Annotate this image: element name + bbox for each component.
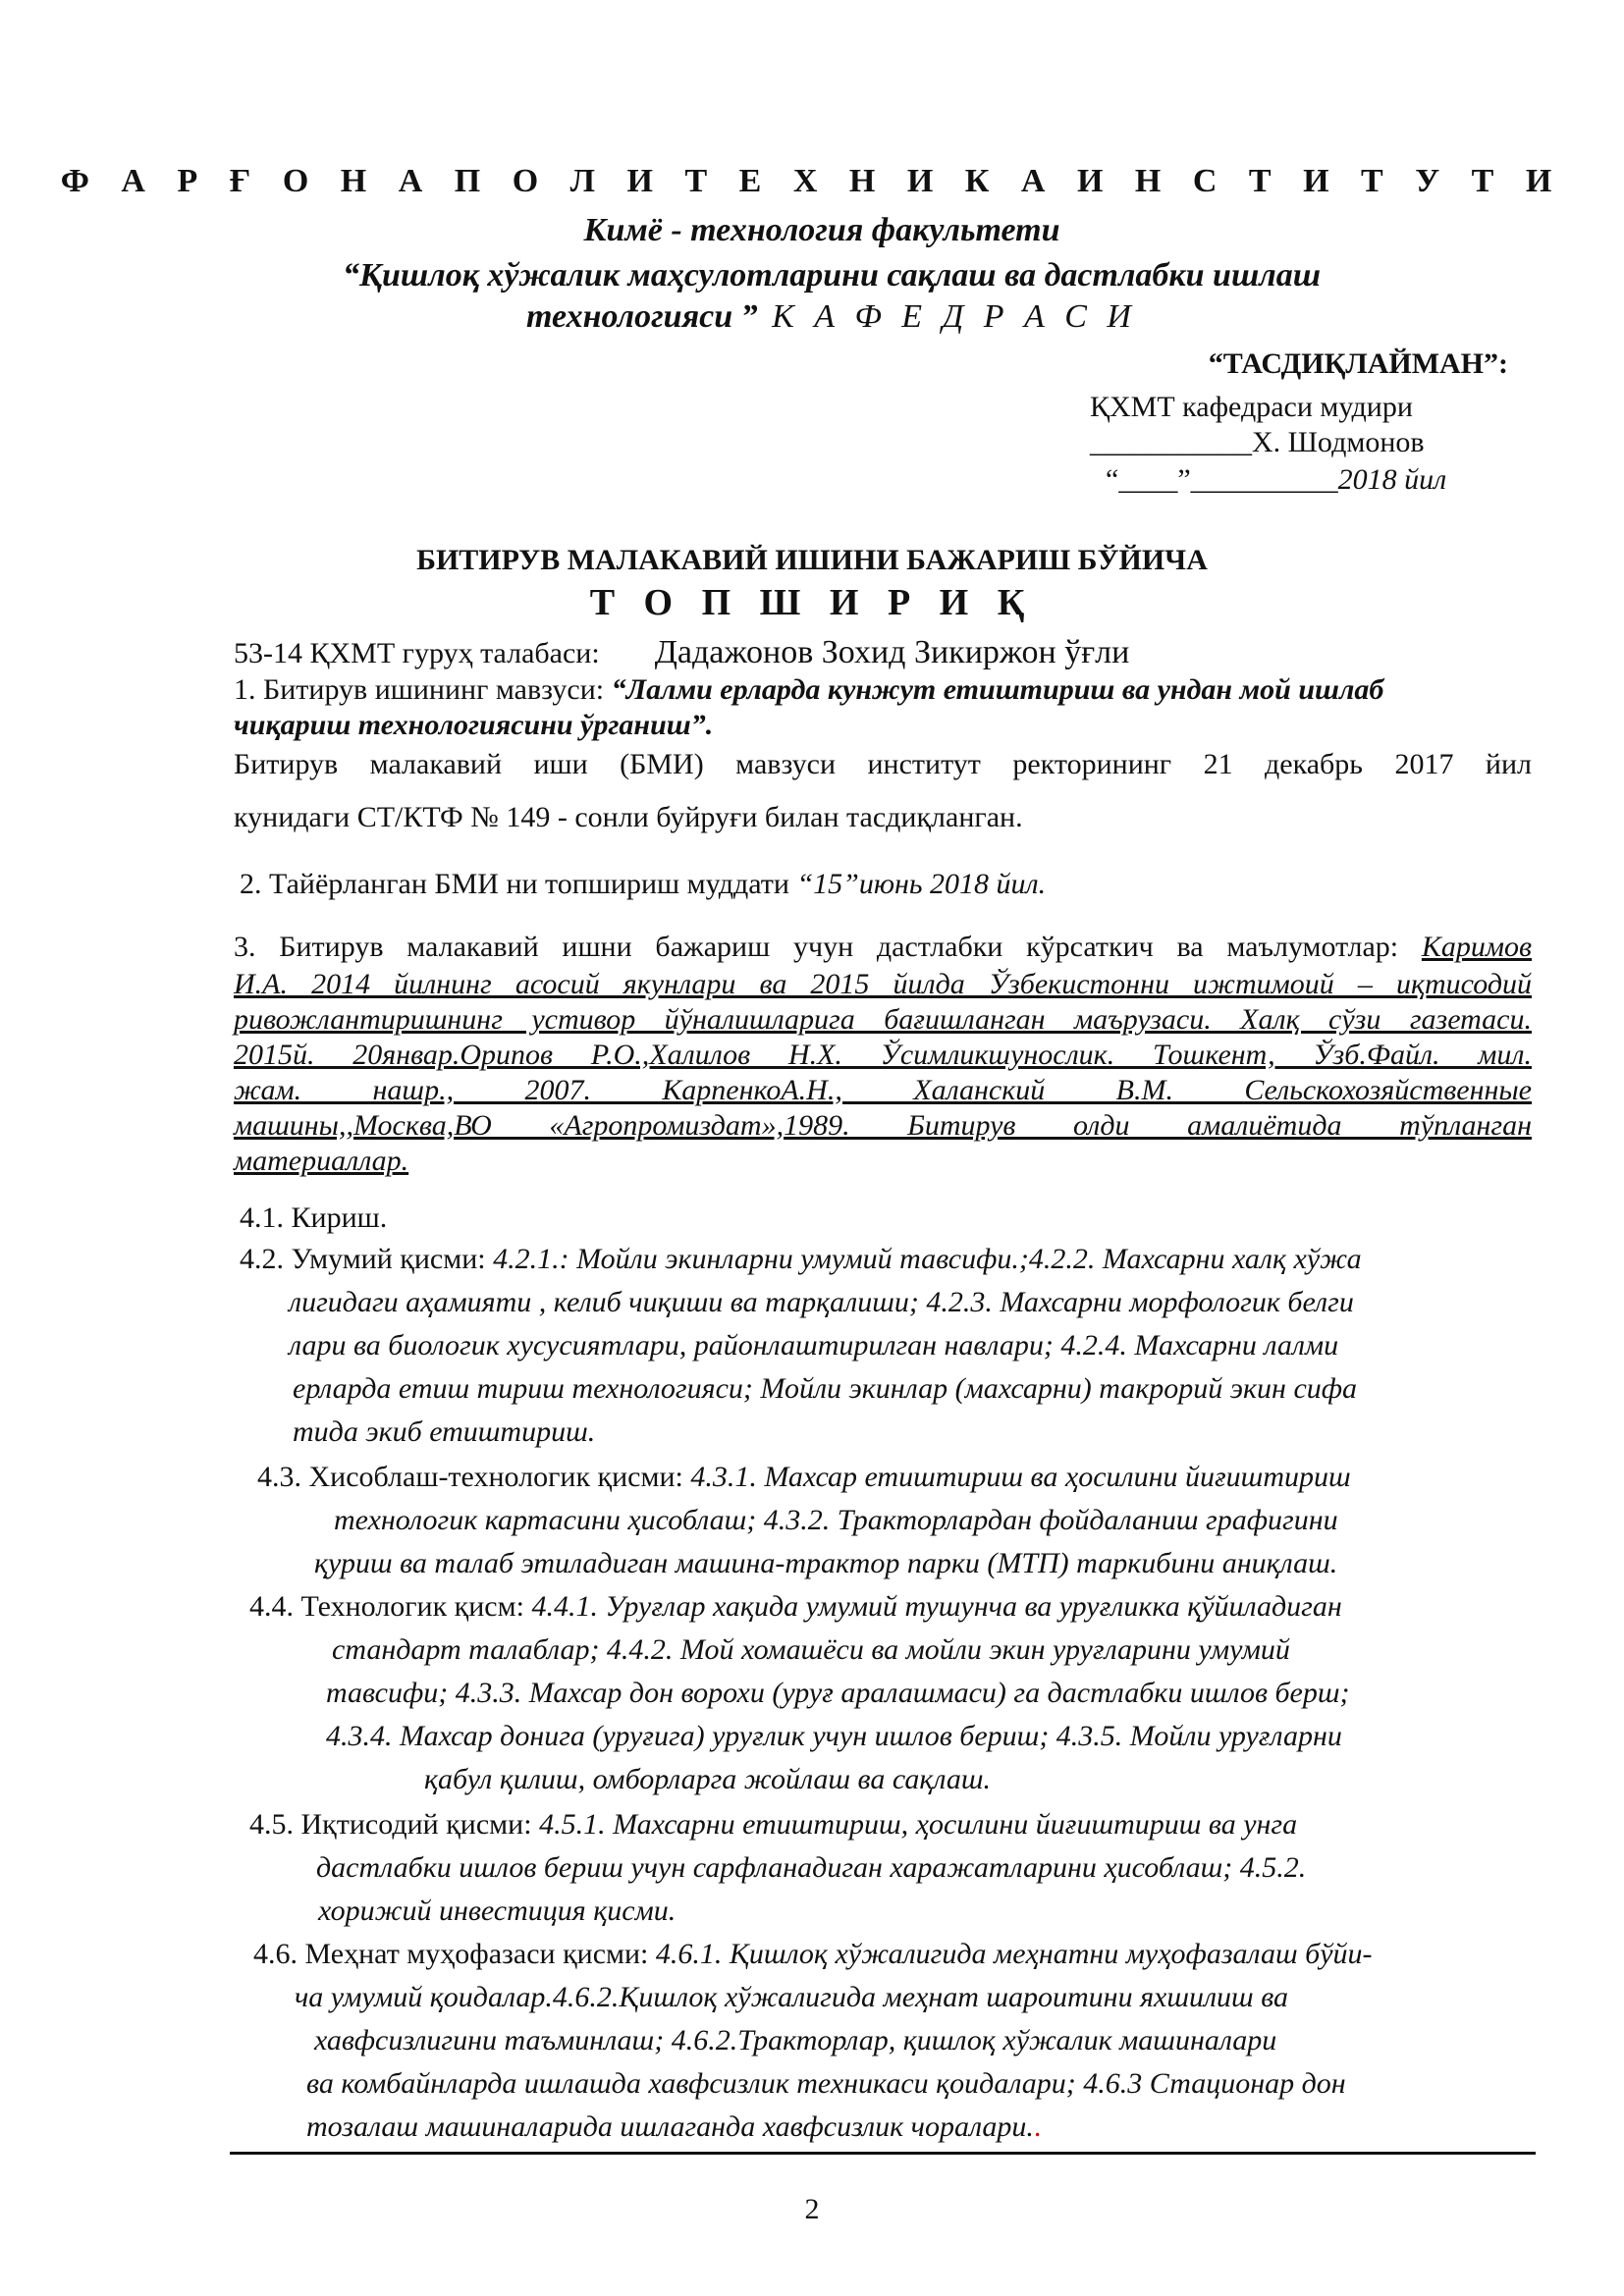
item2-deadline-line	[240, 868, 1046, 901]
section-4-3-text: 4.3.1. Махсар етиштириш ва ҳосилини йиғиштириш	[690, 1461, 1351, 1493]
item1-topic-end: чиқариш технологиясини ўрганиш”.	[234, 709, 714, 741]
section-4-2-line	[289, 1329, 1338, 1362]
institute-title: Ф А Р Ғ О Н А П О Л И Т Е Х Н И К А И Н С Т И Т У Т И	[60, 163, 1564, 199]
section-4-2-text: тида экиб етиштириш.	[293, 1415, 596, 1448]
item3-ref-line: 2015й. 20январ.Орипов Р.О.,Халилов Н.Х. Ўсимликшунослик. Тошкент, Ўзб.Файл. мил.	[234, 1039, 1532, 1071]
section-4-6-text: хавфсизлигини таъминлаш; 4.6.2.Тракторлар, қишлоқ хўжалик машиналари	[314, 2024, 1277, 2056]
section-4-3-line	[334, 1504, 1338, 1537]
item1-approval-line1: Битирув малакавий иши (БМИ) мавзуси институт ректорининг 21 декабрь 2017 йил	[234, 748, 1532, 780]
item1-topic-line	[234, 673, 1383, 707]
item3-ref-line: И.А. 2014 йилнинг асосий якунлари ва 2015 йилда Ўзбекистонни ижтимоий – иқтисодий	[234, 968, 1532, 1000]
section-4-2-line	[293, 1372, 1357, 1406]
section-4-3-line	[257, 1461, 1351, 1494]
item2-label: 2. Тайёрланган БМИ ни топшириш муддати	[240, 868, 797, 900]
item3-ref-line: ривожлантиришнинг устивор йўналишларига бағишланган маърузаси. Халқ сўзи газетаси.	[234, 1003, 1532, 1036]
section-4-4-text: 4.3.4. Махсар донига (уруғига) уруғлик учун ишлов бериш; 4.3.5. Мойли уруғларни	[326, 1720, 1342, 1752]
item2-deadline: “15”июнь 2018 йил.	[796, 868, 1047, 900]
item3-first-line	[234, 931, 1532, 964]
approval-date-blank: “____”__________	[1106, 463, 1338, 496]
section-4-4-line	[326, 1677, 1350, 1710]
student-label: 53-14 ҚХМТ гуруҳ талабаси:	[234, 637, 600, 669]
item3-ref-line: машины,,Москва,ВО «Агропромиздат»,1989. Битирув олди амалиётида тўпланган	[234, 1109, 1532, 1142]
assignment-title-line2: Т О П Ш И Р И Қ	[589, 582, 1035, 623]
section-4-5-text: хорижий инвестиция қисми.	[318, 1895, 677, 1927]
section-4-6-text: тозалаш машиналарида ишлаганда хавфсизлик чоралари.	[306, 2110, 1034, 2143]
section-4-3-text: технологик картасини ҳисоблаш; 4.3.2. Тракторлардан фойдаланиш графигини	[334, 1504, 1338, 1536]
section-4-4-text: стандарт талаблар; 4.4.2. Мой хомашёси ва мойли экин уруғларини умумий	[332, 1633, 1290, 1666]
approval-position: ҚХМТ кафедраси мудири	[1090, 391, 1413, 423]
section-4-2-text: ерларда етиш тириш технологияси; Мойли экинлар (махсарни) такрорий экин сифа	[293, 1372, 1358, 1405]
student-line	[234, 634, 1129, 671]
item1-label: 1. Битирув ишининг мавзуси:	[234, 673, 612, 706]
item3-ref-last: материаллар.	[234, 1145, 409, 1177]
section-4-2-line	[240, 1243, 1362, 1276]
section-4-5-text: 4.5.1. Махсарни етиштириш, ҳосилини йиғиштириш ва унга	[539, 1808, 1298, 1841]
section-4-6-line	[253, 1938, 1373, 1971]
page-number: 2	[804, 2193, 820, 2225]
approval-date-year: 2018 йил	[1337, 463, 1447, 496]
item1-topic-start: “Лалми ерларда кунжут етиштириш ва ундан мой ишлаб	[611, 673, 1384, 706]
section-4-2-text: лари ва биологик хусусиятлари, районлаштирилган навлари; 4.2.4. Махсарни лалми	[289, 1329, 1339, 1362]
section-4-6-label: 4.6. Меҳнат муҳофазаси қисми:	[253, 1938, 656, 1970]
department-name-end: технологияси ”	[526, 298, 758, 335]
section-4-3-text: қуриш ва талаб этиладиган машина-трактор парки (МТП) таркибини аниқлаш.	[314, 1547, 1338, 1579]
item1-approval-line2: кунидаги СТ/КТФ № 149 - сонли буйруғи билан тасдиқланган.	[234, 801, 1023, 833]
section-4-4-line	[249, 1590, 1342, 1624]
section-4-5-label: 4.5. Иқтисодий қисми:	[249, 1808, 540, 1841]
section-4-4-line	[424, 1763, 991, 1796]
section-4-2-text: 4.2.1.: Мойли экинларни умумий тавсифи.;4.2.2. Махсарни халқ хўжа	[493, 1243, 1362, 1275]
section-4-6-line	[314, 2024, 1276, 2057]
faculty-title: Кимё - технология факультети	[583, 212, 1060, 248]
section-4-4-label: 4.4. Технологик қисм:	[249, 1590, 532, 1623]
department-title-line1: “Қишлоқ хўжалик маҳсулотларини сақлаш ва дастлабки ишлаш	[342, 257, 1322, 294]
section-4-6-text: ча умумий қоидалар.4.6.2.Қишлоқ хўжалигида меҳнат шароитини яхшилиш ва	[295, 1981, 1289, 2013]
item3-ref-start: Каримов	[1421, 931, 1532, 963]
approval-title: “ТАСДИҚЛАЙМАН”:	[1208, 347, 1508, 380]
section-4-6-line	[295, 1981, 1288, 2014]
section-4-5-text: дастлабки ишлов бериш учун сарфланадиган харажатларини ҳисоблаш; 4.5.2.	[316, 1851, 1307, 1884]
section-4-4-text: 4.4.1. Уруғлар хақида умумий тушунча ва уруғликка қўйиладиган	[531, 1590, 1342, 1623]
footer-divider	[230, 2152, 1536, 2155]
section-4-4-line	[332, 1633, 1290, 1667]
section-4-2-label: 4.2. Умумий қисми:	[240, 1243, 494, 1275]
item3-ref-line: жам. нашр., 2007. КарпенкоА.Н., Халанский В.М. Сельскохозяйственные	[234, 1074, 1532, 1106]
section-4-1: 4.1. Кириш.	[240, 1201, 388, 1234]
approval-date	[1106, 463, 1446, 497]
section-4-4-text: қабул қилиш, омборларга жойлаш ва сақлаш.	[424, 1763, 992, 1795]
approval-signature: ___________Х. Шодмонов	[1090, 426, 1425, 458]
student-name: Дадажонов Зохид Зикиржон ўғли	[654, 634, 1130, 670]
section-4-5-line	[316, 1851, 1306, 1885]
section-4-3-label: 4.3. Хисоблаш-технологик қисми:	[257, 1461, 691, 1493]
section-4-5-line	[249, 1808, 1297, 1842]
department-title-line2	[0, 298, 1624, 336]
section-4-4-line	[326, 1720, 1342, 1753]
section-4-2-line	[289, 1286, 1354, 1319]
kafedra-word: К А Ф Е Д Р А С И	[757, 298, 1137, 335]
section-4-6-line	[306, 2067, 1346, 2101]
section-4-2-text: лигидаги аҳамияти , келиб чиқиши ва тарқалиши; 4.2.3. Махсарни морфологик белги	[289, 1286, 1354, 1318]
item3-label: 3. Битирув малакавий ишни бажариш учун дастлабки кўрсаткич ва маълумотлар:	[234, 931, 1422, 963]
assignment-title-line1: БИТИРУВ МАЛАКАВИЙ ИШИНИ БАЖАРИШ БЎЙИЧА	[416, 544, 1208, 576]
section-4-5-line	[318, 1895, 676, 1928]
section-4-6-line	[306, 2110, 1041, 2144]
section-4-4-text: тавсифи; 4.3.3. Махсар дон ворохи (уруғ аралашмаси) га дастлабки ишлов берш;	[326, 1677, 1350, 1709]
end-mark: .	[1033, 2110, 1042, 2143]
section-4-3-line	[314, 1547, 1337, 1580]
section-4-6-text: 4.6.1. Қишлоқ хўжалигида меҳнатни муҳофазалаш бўйи-	[655, 1938, 1373, 1970]
section-4-6-text: ва комбайнларда ишлашда хавфсизлик техникаси қоидалари; 4.6.3 Стационар дон	[306, 2067, 1346, 2100]
section-4-2-line	[293, 1415, 595, 1449]
